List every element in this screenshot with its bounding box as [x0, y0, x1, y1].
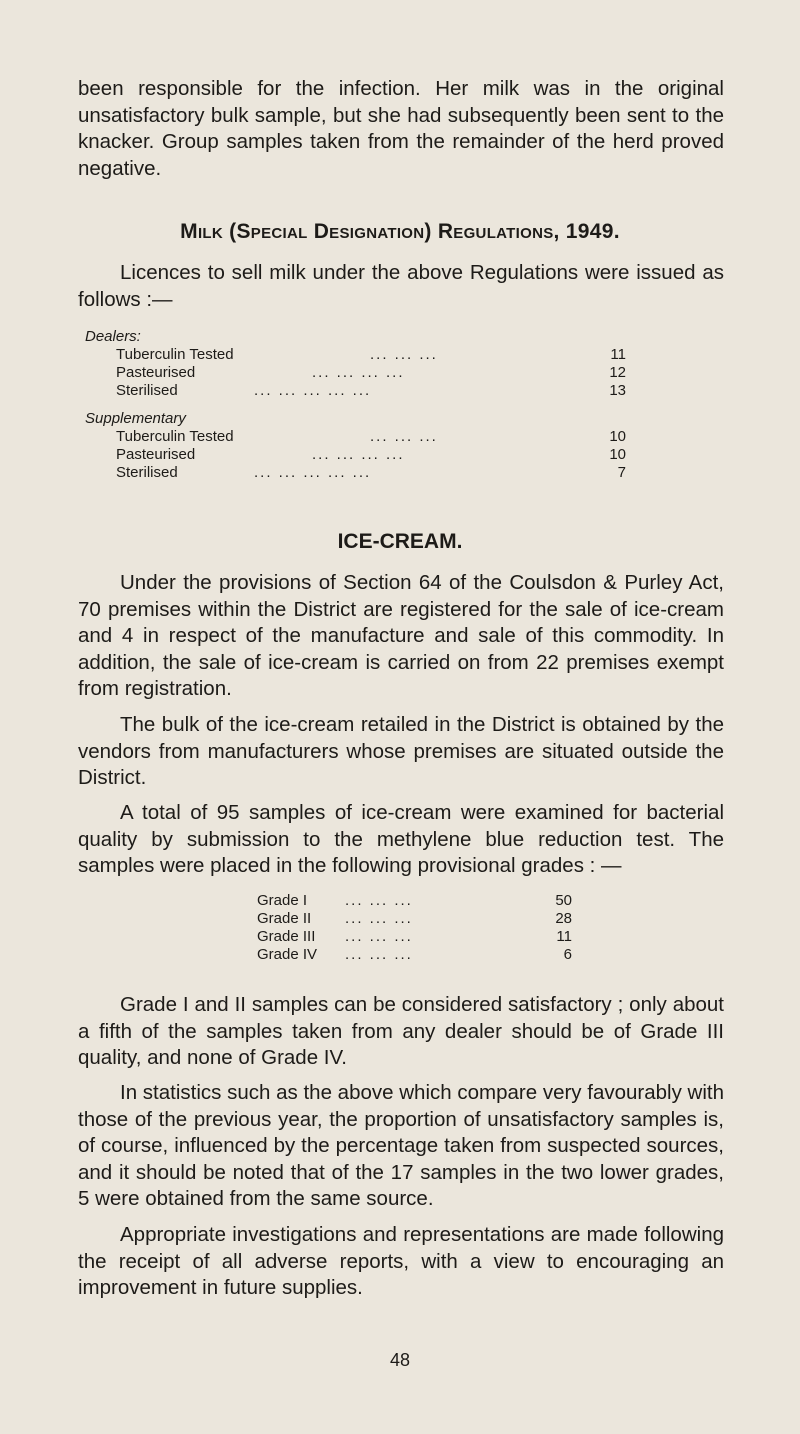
- row-value: 11: [610, 346, 626, 363]
- row-value: 10: [609, 446, 626, 463]
- table-row: [257, 910, 577, 928]
- table-row: [116, 364, 636, 382]
- row-value: 12: [609, 364, 626, 381]
- row-label: Grade IV: [257, 946, 318, 963]
- ice-cream-paragraph-4: Grade I and II samples can be considered satisfactory ; only about a fifth of the samples taken from any dealer should be of Grade III quality, and none of Grade IV.: [78, 993, 724, 1069]
- row-label: Pasteurised: [116, 446, 196, 463]
- table-row: [257, 892, 577, 910]
- row-value: 7: [617, 464, 626, 481]
- supplementary-label: Supplementary: [85, 410, 186, 427]
- row-value: 6: [563, 946, 572, 963]
- table-row: [116, 464, 636, 482]
- grades-table: [257, 892, 577, 964]
- supplementary-table: [116, 428, 636, 482]
- leader-dots: ... ... ... ... ...: [254, 464, 372, 481]
- table-row: [116, 346, 636, 364]
- table-row: [116, 446, 636, 464]
- licences-paragraph: Licences to sell milk under the above Regulations were issued as follows :—: [78, 261, 724, 311]
- ice-cream-paragraph-1: Under the provisions of Section 64 of the Coulsdon & Purley Act, 70 premises within the District are registered for the sale of ice-cream and 4 in respect of the manufacture and sale of this commodity. In addition, the sale of ice-cream is carried on from 22 premises exempt from registration.: [78, 571, 724, 700]
- leader-dots: ... ... ...: [345, 910, 413, 927]
- row-value: 28: [555, 910, 572, 927]
- leader-dots: ... ... ... ... ...: [254, 382, 372, 399]
- row-value: 50: [555, 892, 572, 909]
- milk-regulations-heading: Milk (Special Designation) Regulations, 1949.: [180, 220, 620, 243]
- row-label: Sterilised: [116, 382, 178, 399]
- table-row: [116, 428, 636, 446]
- leader-dots: ... ... ...: [370, 428, 438, 445]
- ice-cream-heading: ICE-CREAM.: [337, 530, 463, 553]
- intro-paragraph: been responsible for the infection. Her milk was in the original unsatisfactory bulk sample, but she had subsequently been sent to the knacker. Group samples taken from the remainder of the herd proved negative.: [78, 77, 724, 180]
- ice-cream-paragraph-6: Appropriate investigations and representations are made following the receipt of all adverse reports, with a view to encouraging an improvement in future supplies.: [78, 1223, 724, 1299]
- row-label: Grade I: [257, 892, 308, 909]
- dealers-label: Dealers:: [85, 328, 141, 345]
- row-value: 10: [609, 428, 626, 445]
- leader-dots: ... ... ...: [345, 928, 413, 945]
- row-label: Sterilised: [116, 464, 178, 481]
- page-number: 48: [389, 1350, 411, 1370]
- table-row: [257, 928, 577, 946]
- ice-cream-paragraph-5: In statistics such as the above which compare very favourably with those of the previous year, the proportion of unsatisfactory samples is, of course, influenced by the percentage taken from suspected sources, and it should be noted that of the 17 samples in the two lower grades, 5 were obtained from the same source.: [78, 1081, 724, 1210]
- row-value: 11: [556, 928, 572, 945]
- dealers-table: [116, 346, 636, 400]
- leader-dots: ... ... ...: [345, 892, 413, 909]
- row-label: Tuberculin Tested: [116, 346, 234, 363]
- table-row: [257, 946, 577, 964]
- leader-dots: ... ... ...: [345, 946, 413, 963]
- table-row: [116, 382, 636, 400]
- ice-cream-paragraph-2: The bulk of the ice-cream retailed in the District is obtained by the vendors from manufacturers whose premises are situated outside the District.: [78, 713, 724, 789]
- row-label: Grade III: [257, 928, 316, 945]
- row-label: Grade II: [257, 910, 312, 927]
- leader-dots: ... ... ... ...: [312, 446, 405, 463]
- row-label: Pasteurised: [116, 364, 196, 381]
- row-label: Tuberculin Tested: [116, 428, 234, 445]
- leader-dots: ... ... ... ...: [312, 364, 405, 381]
- ice-cream-paragraph-3: A total of 95 samples of ice-cream were examined for bacterial quality by submission to the methylene blue reduction test. The samples were placed in the following provisional grades : —: [78, 801, 724, 877]
- row-value: 13: [609, 382, 626, 399]
- leader-dots: ... ... ...: [370, 346, 438, 363]
